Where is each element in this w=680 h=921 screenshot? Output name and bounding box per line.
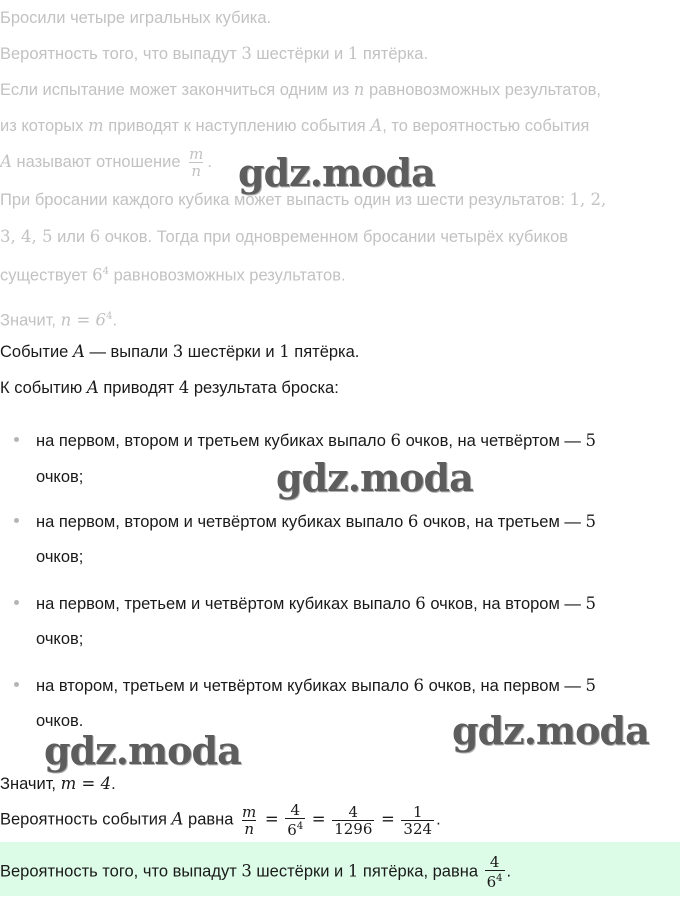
watermark-logo: gdz.moda — [276, 455, 473, 500]
list-item: на первом, втором и четвёртом кубиках выпало 6 очков, на третьем — 5 — [36, 512, 596, 531]
faded-line-1: Бросили четыре игральных кубика. — [0, 9, 272, 27]
faded-line-7: 3, 4, 5 или 6 очков. Тогда при одновременном бросании четырёх кубиков — [0, 227, 569, 246]
list-item-continuation: очков; — [36, 468, 84, 486]
answer-box — [0, 842, 680, 896]
list-item-continuation: очков. — [36, 712, 84, 730]
event-definition: Событие A — выпали 3 шестёрки и 1 пятёрка. — [0, 342, 360, 361]
faded-line-6: При бросании каждого кубика может выпасть один из шести результатов: 1, 2, — [0, 190, 607, 209]
answer-text: Вероятность того, что выпадут 3 шестёрки и 1 пятёрка, равна $\frac{4}{6^4}$ . — [0, 853, 512, 891]
m-value: Значит, m = 4. — [0, 774, 116, 793]
list-item-continuation: очков; — [36, 548, 84, 566]
outcomes-lead: К событию A приводят 4 результата броска: — [0, 378, 339, 397]
watermark-logo: gdz.moda — [452, 708, 649, 753]
list-item: на втором, третьем и четвёртом кубиках выпало 6 очков, на первом — 5 — [36, 676, 596, 695]
list-item-continuation: очков; — [36, 630, 84, 648]
list-item: на первом, третьем и четвёртом кубиках выпало 6 очков, на втором — 5 — [36, 594, 596, 613]
bullet-icon — [14, 600, 19, 605]
list-item: на первом, втором и третьем кубиках выпало 6 очков, на четвёртом — 5 — [36, 431, 596, 450]
faded-line-8: существует $6^4$ равновозможных результатов. — [0, 265, 346, 285]
watermark-logo: gdz.moda — [44, 728, 241, 773]
bullet-icon — [14, 518, 19, 523]
faded-line-9: Значит, $n = 6^4$. — [0, 310, 118, 330]
bullet-icon — [14, 682, 19, 687]
probability-calculation: Вероятность события A равна $\frac{m}{n}$ = $\frac{4}{6^4}$ = $\frac{4}{1296}$ = $\frac{1}{324}$ . — [0, 801, 441, 839]
faded-line-4: из которых m приводят к наступлению события A, то вероятностью события — [0, 116, 590, 135]
watermark-logo: gdz.moda — [238, 150, 435, 195]
bullet-icon — [14, 437, 19, 442]
faded-line-5: A называют отношение $\frac{m}{n}$ . — [0, 145, 212, 180]
faded-line-3: Если испытание может закончиться одним из n равновозможных результатов, — [0, 80, 602, 99]
faded-line-2: Вероятность того, что выпадут 3 шестёрки и 1 пятёрка. — [0, 44, 429, 63]
